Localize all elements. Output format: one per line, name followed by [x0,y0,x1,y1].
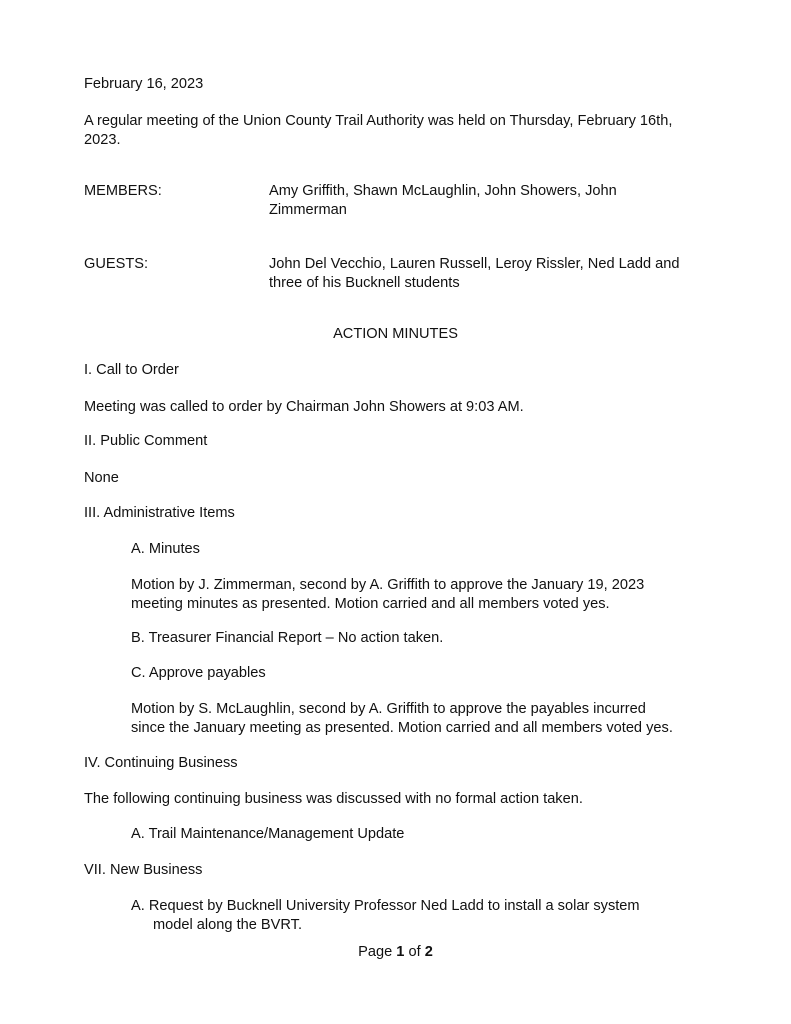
guests-line-2: three of his Bucknell students [269,275,460,291]
section-new-business-title: VII. New Business [84,862,203,878]
page-prefix: Page [358,944,397,960]
intro-line-2: 2023. [84,132,121,148]
item-solar-request-line-1: A. Request by Bucknell University Professor Ned Ladd to install a solar system [131,898,640,914]
page-total: 2 [424,944,433,960]
section-continuing-business-title: IV. Continuing Business [84,755,238,771]
guests-label: GUESTS: [84,256,149,272]
item-minutes-title: A. Minutes [131,541,200,557]
section-call-to-order-title: I. Call to Order [84,362,179,378]
item-treasurer-report: B. Treasurer Financial Report – No action taken. [131,630,444,646]
item-minutes-line-2: meeting minutes as presented. Motion carried and all members voted yes. [131,596,610,612]
members-label: MEMBERS: [84,183,162,199]
item-payables-line-2: since the January meeting as presented. Motion carried and all members voted yes. [131,720,673,736]
section-public-comment-title: II. Public Comment [84,433,208,449]
item-payables-line-1: Motion by S. McLaughlin, second by A. Griffith to approve the payables incurred [131,701,646,717]
page-number-footer [0,943,791,962]
item-payables-title: C. Approve payables [131,665,266,681]
section-continuing-business-text: The following continuing business was discussed with no formal action taken. [84,791,583,807]
meeting-date: February 16, 2023 [84,76,204,92]
section-call-to-order-text: Meeting was called to order by Chairman John Showers at 9:03 AM. [84,399,524,415]
intro-line-1: A regular meeting of the Union County Trail Authority was held on Thursday, February 16th, [84,113,673,129]
members-line-1: Amy Griffith, Shawn McLaughlin, John Showers, John [269,183,617,199]
action-minutes-heading: ACTION MINUTES [333,326,458,342]
item-trail-maintenance: A. Trail Maintenance/Management Update [131,826,405,842]
item-solar-request-line-2: model along the BVRT. [153,917,303,933]
section-admin-items-title: III. Administrative Items [84,505,235,521]
page-of: of [404,944,425,960]
guests-line-1: John Del Vecchio, Lauren Russell, Leroy Rissler, Ned Ladd and [269,256,680,272]
section-public-comment-text: None [84,470,119,486]
item-minutes-line-1: Motion by J. Zimmerman, second by A. Griffith to approve the January 19, 2023 [131,577,645,593]
page-current: 1 [396,944,405,960]
members-line-2: Zimmerman [269,202,347,218]
